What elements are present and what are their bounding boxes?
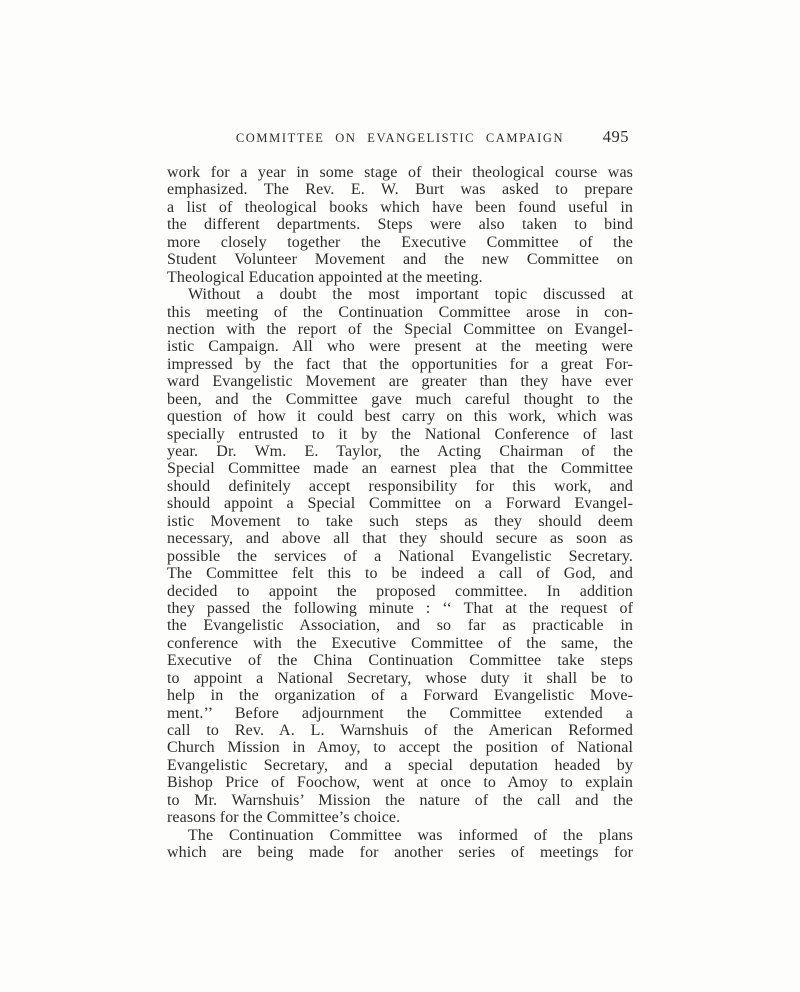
- text-block: [167, 164, 633, 862]
- text-line: this meeting of the Continuation Committee arose in con-: [167, 303, 633, 321]
- page-number: 495: [602, 127, 629, 146]
- text-line: they passed the following minute : ‘‘ That at the request of: [167, 599, 633, 617]
- text-line: more closely together the Executive Committee of the: [167, 233, 633, 251]
- text-line: been, and the Committee gave much careful thought to the: [167, 390, 633, 408]
- text-line: call to Rev. A. L. Warnshuis of the American Reformed: [167, 722, 633, 739]
- text-line: the Evangelistic Association, and so far as practicable in: [167, 617, 633, 635]
- text-line: Church Mission in Amoy, to accept the position of National: [167, 739, 633, 757]
- text-line: emphasized. The Rev. E. W. Burt was asked to prepare: [167, 181, 633, 199]
- text-line: which are being made for another series of meetings for: [167, 844, 633, 862]
- text-line: The Continuation Committee was informed of the plans: [188, 826, 633, 844]
- running-head: [167, 129, 633, 149]
- text-line: work for a year in some stage of their theological course was: [167, 164, 633, 181]
- text-line: to appoint a National Secretary, whose duty it shall be to: [167, 669, 633, 687]
- text-line: reasons for the Committee’s choice.: [167, 809, 401, 827]
- text-line: Without a doubt the most important topic discussed at: [188, 286, 633, 304]
- text-line: Theological Education appointed at the meeting.: [167, 268, 483, 286]
- text-line: help in the organization of a Forward Evangelistic Move-: [167, 687, 633, 705]
- text-line: a list of theological books which have been found useful in: [167, 198, 633, 216]
- text-line: should definitely accept responsibility for this work, and: [167, 477, 633, 495]
- text-line: ward Evangelistic Movement are greater than they have ever: [167, 373, 633, 391]
- text-line: to Mr. Warnshuis’ Mission the nature of the call and the: [167, 791, 633, 809]
- text-line: year. Dr. Wm. E. Taylor, the Acting Chairman of the: [167, 443, 633, 460]
- text-line: Executive of the China Continuation Committee take steps: [167, 652, 633, 670]
- text-line: question of how it could best carry on this work, which was: [167, 408, 633, 426]
- text-line: Student Volunteer Movement and the new Committee on: [167, 251, 633, 269]
- text-line: istic Campaign. All who were present at the meeting were: [167, 338, 633, 356]
- text-line: conference with the Executive Committee of the same, the: [167, 634, 633, 652]
- text-line: The Committee felt this to be indeed a call of God, and: [167, 565, 633, 583]
- text-line: the different departments. Steps were also taken to bind: [167, 216, 633, 234]
- text-line: Bishop Price of Foochow, went at once to Amoy to explain: [167, 774, 633, 792]
- text-line: possible the services of a National Evangelistic Secretary.: [167, 547, 633, 565]
- text-line: Special Committee made an earnest plea that the Committee: [167, 460, 633, 478]
- paragraph: [167, 827, 633, 862]
- text-line: should appoint a Special Committee on a Forward Evangel-: [167, 495, 633, 513]
- text-line: Evangelistic Secretary, and a special deputation headed by: [167, 756, 633, 774]
- text-line: impressed by the fact that the opportunities for a great For-: [167, 355, 633, 373]
- paragraph: [167, 286, 633, 827]
- paragraph: [167, 164, 633, 286]
- text-line: decided to appoint the proposed committee. In addition: [167, 582, 633, 600]
- text-line: necessary, and above all that they should secure as soon as: [167, 530, 633, 548]
- text-line: ment.’’ Before adjournment the Committee extended a: [167, 704, 633, 722]
- text-line: specially entrusted to it by the National Conference of last: [167, 425, 633, 443]
- text-line: istic Movement to take such steps as they should deem: [167, 512, 633, 530]
- running-head-title: COMMITTEE ON EVANGELISTIC CAMPAIGN: [235, 131, 565, 145]
- text-line: nection with the report of the Special Committee on Evangel-: [167, 320, 633, 338]
